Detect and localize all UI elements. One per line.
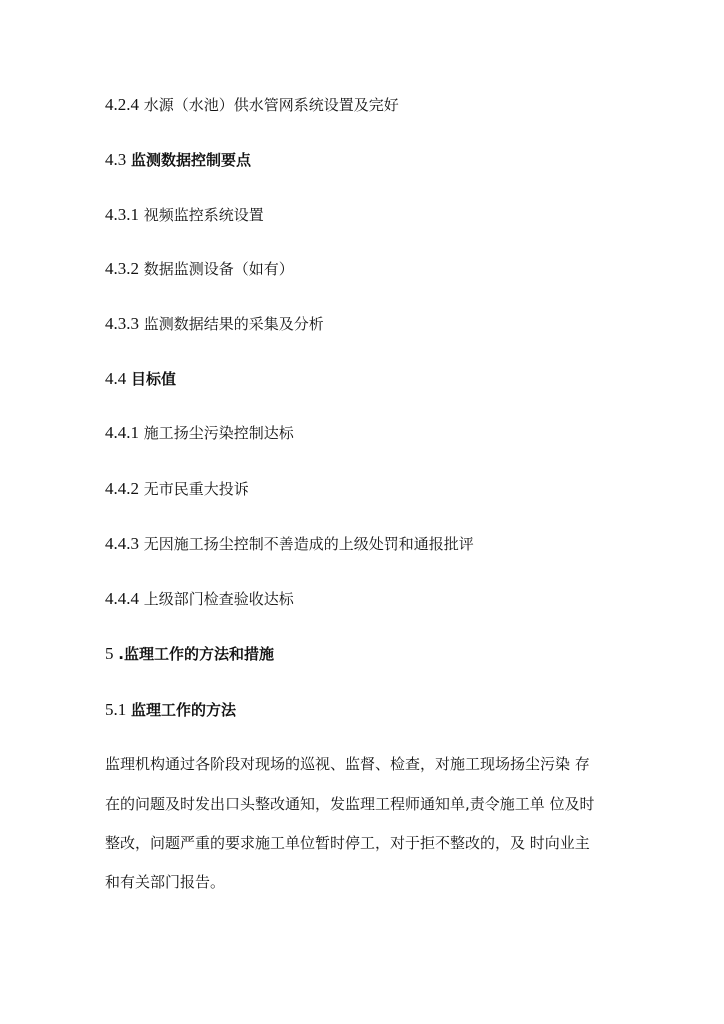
section-number: 4.3.2 — [105, 259, 139, 278]
section-text: 监测数据结果的采集及分析 — [143, 315, 324, 333]
paragraph-line-2: 在的问题及时发出口头整改通知，发监理工程师通知单,责令施工单 位及时 — [105, 795, 595, 813]
heading-4-3 — [105, 150, 251, 170]
section-number: 4.3 — [105, 150, 127, 169]
section-text: 水源（水池）供水管网系统设置及完好 — [143, 96, 399, 114]
heading-4-4 — [105, 369, 176, 389]
heading-5-1 — [105, 700, 236, 720]
section-text: 施工扬尘污染控制达标 — [143, 424, 294, 442]
section-number: 4.2.4 — [105, 95, 139, 114]
section-number: 4.4.4 — [105, 589, 139, 608]
item-4-3-3 — [105, 314, 324, 334]
section-number: 4.3.3 — [105, 314, 139, 333]
paragraph-line-3: 整改，问题严重的要求施工单位暂时停工，对于拒不整改的，及 时向业主 — [105, 834, 590, 852]
item-4-4-2 — [105, 479, 249, 499]
item-4-3-2 — [105, 259, 294, 279]
item-4-3-1 — [105, 205, 264, 225]
paragraph-line-1: 监理机构通过各阶段对现场的巡视、监督、检查，对施工现场扬尘污染 存 — [105, 755, 590, 773]
section-text: 视频监控系统设置 — [143, 206, 264, 224]
section-heading: 监测数据控制要点 — [131, 151, 252, 169]
section-number: 4.4.1 — [105, 423, 139, 442]
section-number: 4.4.2 — [105, 479, 139, 498]
section-heading: .监理工作的方法和措施 — [118, 645, 274, 663]
section-text: 上级部门检查验收达标 — [143, 590, 294, 608]
item-4-4-1 — [105, 423, 294, 443]
paragraph-line-4: 和有关部门报告。 — [105, 873, 226, 891]
heading-5 — [105, 644, 274, 664]
section-number: 4.3.1 — [105, 205, 139, 224]
section-number: 5.1 — [105, 700, 127, 719]
item-4-2-4 — [105, 95, 399, 115]
section-text: 无市民重大投诉 — [143, 480, 249, 498]
section-number: 5 — [105, 644, 114, 663]
section-text: 数据监测设备（如有） — [143, 260, 294, 278]
section-number: 4.4 — [105, 369, 127, 388]
section-heading: 监理工作的方法 — [131, 701, 237, 719]
section-heading: 目标值 — [131, 370, 177, 388]
item-4-4-4 — [105, 589, 294, 609]
item-4-4-3 — [105, 534, 474, 554]
section-number: 4.4.3 — [105, 534, 139, 553]
section-text: 无因施工扬尘控制不善造成的上级处罚和通报批评 — [143, 535, 474, 553]
